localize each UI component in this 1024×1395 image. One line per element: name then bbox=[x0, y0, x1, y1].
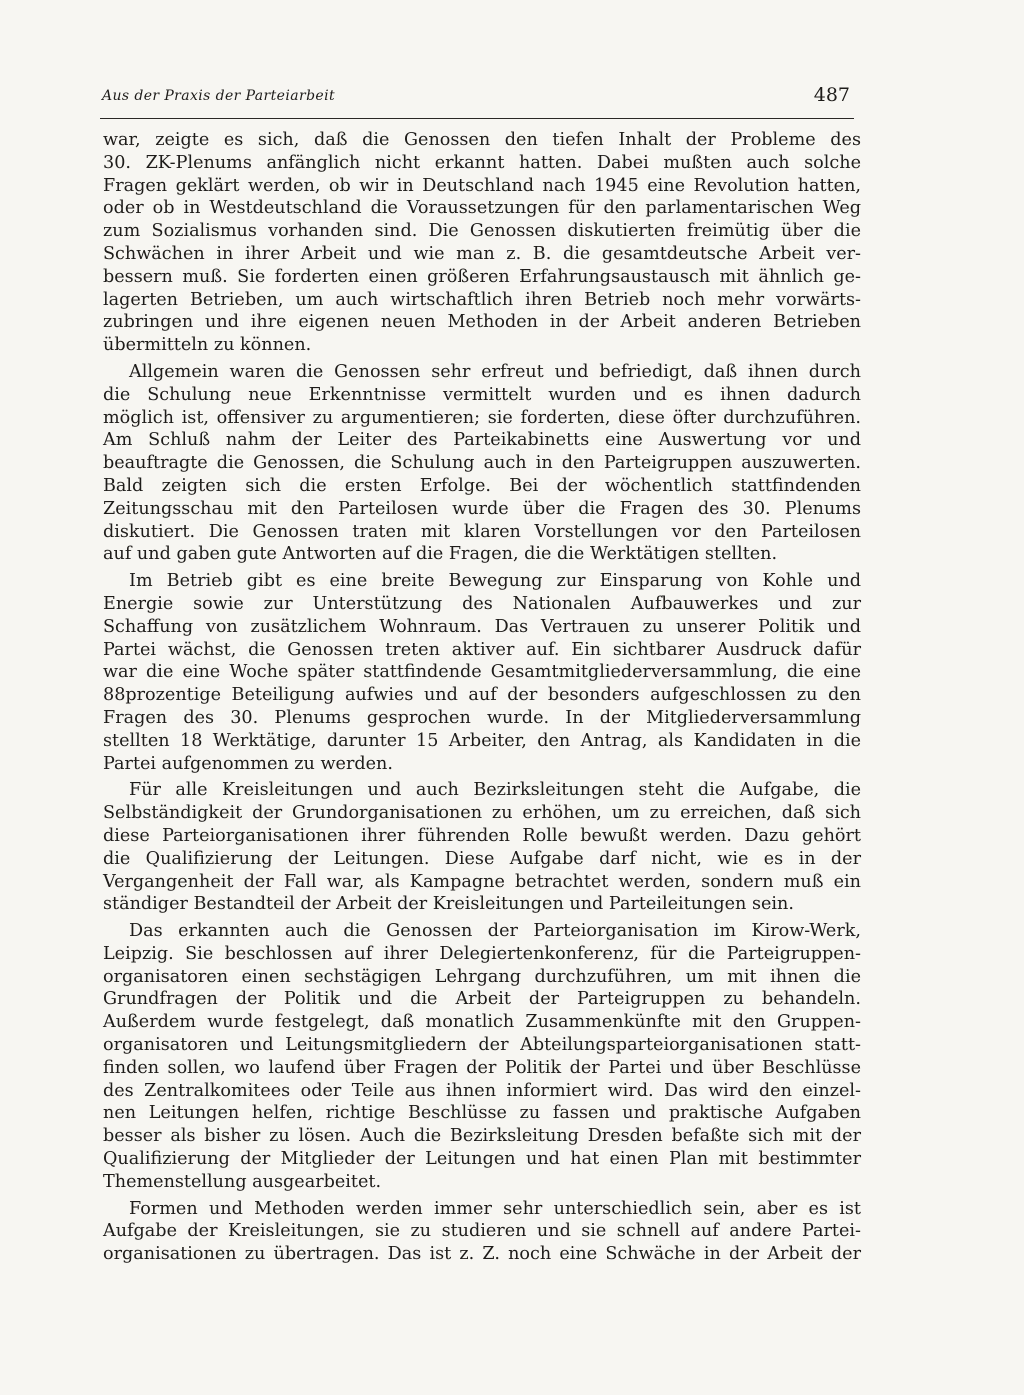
body-text bbox=[103, 129, 861, 1270]
text-line: Fragen des 30. Plenums gesprochen wurde. In der Mitgliederversammlung bbox=[103, 707, 861, 728]
text-line: übermitteln zu können. bbox=[103, 335, 312, 356]
text-line: beauftragte die Genossen, die Schulung auch in den Parteigruppen auszuwerten. bbox=[103, 453, 861, 474]
header-rule bbox=[100, 118, 854, 119]
text-line: Selbständigkeit der Grundorganisationen zu erhöhen, um zu erreichen, daß sich bbox=[103, 803, 861, 824]
text-line: finden sollen, wo laufend über Fragen der Politik der Partei und über Beschlüsse bbox=[103, 1057, 861, 1078]
text-line: Leipzig. Sie beschlossen auf ihrer Delegiertenkonferenz, für die Parteigruppen- bbox=[103, 943, 861, 964]
text-line: Außerdem wurde festgelegt, daß monatlich Zusammenkünfte mit den Gruppen- bbox=[103, 1012, 861, 1033]
text-line: Themenstellung ausgearbeitet. bbox=[103, 1171, 382, 1192]
text-line: zubringen und ihre eigenen neuen Methoden in der Arbeit anderen Betrieben bbox=[103, 312, 861, 333]
text-line: Bald zeigten sich die ersten Erfolge. Bei der wöchentlich stattfindenden bbox=[103, 475, 861, 496]
text-line: Fragen geklärt werden, ob wir in Deutschland nach 1945 eine Revolution hatten, bbox=[103, 175, 861, 196]
text-line: Aufgabe der Kreisleitungen, sie zu studieren und sie schnell auf andere Partei- bbox=[103, 1221, 861, 1242]
text-line: oder ob in Westdeutschland die Voraussetzungen für den parlamentarischen Weg bbox=[103, 198, 861, 219]
paragraph bbox=[103, 361, 861, 566]
text-line: war, zeigte es sich, daß die Genossen den tiefen Inhalt der Probleme des bbox=[103, 130, 861, 150]
text-line: organisatoren einen sechstägigen Lehrgang durchzuführen, um mit ihnen die bbox=[103, 966, 861, 987]
text-line: Vergangenheit der Fall war, als Kampagne betrachtet werden, sondern muß ein bbox=[103, 871, 861, 892]
text-line: Qualifizierung der Mitglieder der Leitungen und hat einen Plan mit bestimmter bbox=[103, 1149, 861, 1170]
text-line: Im Betrieb gibt es eine breite Bewegung zur Einsparung von Kohle und bbox=[129, 571, 861, 592]
text-line: Grundfragen der Politik und die Arbeit der Parteigruppen zu behandeln. bbox=[103, 989, 861, 1010]
paragraph bbox=[103, 570, 861, 775]
text-line: war die eine Woche später stattfindende Gesamtmitgliederversammlung, die eine bbox=[103, 662, 861, 683]
paragraph bbox=[103, 920, 861, 1194]
text-line: Formen und Methoden werden immer sehr unterschiedlich sein, aber es ist bbox=[129, 1198, 861, 1219]
text-line: möglich ist, offensiver zu argumentieren; sie forderten, diese öfter durchzuführen. bbox=[103, 407, 861, 428]
page-header bbox=[102, 84, 854, 112]
text-line: die Qualifizierung der Leitungen. Diese Aufgabe darf nicht, wie es in der bbox=[103, 848, 861, 869]
text-line: 30. ZK-Plenums anfänglich nicht erkannt hatten. Dabei mußten auch solche bbox=[103, 152, 861, 173]
text-line: diskutiert. Die Genossen traten mit klaren Vorstellungen vor den Parteilosen bbox=[103, 521, 861, 542]
paragraph bbox=[103, 1198, 861, 1266]
text-line: Allgemein waren die Genossen sehr erfreut und befriedigt, daß ihnen durch bbox=[129, 361, 861, 382]
text-line: Partei aufgenommen zu werden. bbox=[103, 753, 393, 774]
text-line: 88prozentige Beteiligung aufwies und auf der besonders aufgeschlossen zu den bbox=[103, 685, 861, 706]
text-line: lagerten Betrieben, um auch wirtschaftlich ihren Betrieb noch mehr vorwärts- bbox=[103, 289, 861, 310]
text-line: Für alle Kreisleitungen und auch Bezirksleitungen steht die Aufgabe, die bbox=[129, 780, 861, 801]
page-number: 487 bbox=[813, 84, 850, 106]
text-line: Energie sowie zur Unterstützung des Nationalen Aufbauwerkes und zur bbox=[103, 593, 861, 614]
running-title: Aus der Praxis der Parteiarbeit bbox=[102, 88, 336, 104]
text-line: Partei wächst, die Genossen treten aktiver auf. Ein sichtbarer Ausdruck dafür bbox=[103, 639, 861, 660]
text-line: auf und gaben gute Antworten auf die Fragen, die die Werktätigen stellten. bbox=[103, 544, 778, 565]
text-line: nen Leitungen helfen, richtige Beschlüsse zu fassen und praktische Aufgaben bbox=[103, 1103, 861, 1124]
paragraph bbox=[103, 129, 861, 357]
text-line: des Zentralkomitees oder Teile aus ihnen informiert wird. Das wird den einzel- bbox=[103, 1080, 861, 1101]
text-line: organisatoren und Leitungsmitgliedern der Abteilungsparteiorganisationen statt- bbox=[103, 1035, 861, 1056]
text-line: Schaffung von zusätzlichem Wohnraum. Das Vertrauen zu unserer Politik und bbox=[103, 616, 861, 637]
text-line: besser als bisher zu lösen. Auch die Bezirksleitung Dresden befaßte sich mit der bbox=[103, 1126, 861, 1147]
text-line: Schwächen in ihrer Arbeit und wie man z. B. die gesamtdeutsche Arbeit ver- bbox=[103, 243, 861, 264]
text-line: Zeitungsschau mit den Parteilosen wurde über die Fragen des 30. Plenums bbox=[103, 498, 861, 519]
text-line: ständiger Bestandteil der Arbeit der Kreisleitungen und Parteileitungen sein. bbox=[103, 894, 794, 915]
text-line: bessern muß. Sie forderten einen größeren Erfahrungsaustausch mit ähnlich ge- bbox=[103, 266, 861, 287]
text-line: die Schulung neue Erkenntnisse vermittelt wurden und es ihnen dadurch bbox=[103, 384, 861, 405]
paragraph bbox=[103, 779, 861, 916]
text-line: diese Parteiorganisationen ihrer führenden Rolle bewußt werden. Dazu gehört bbox=[103, 825, 861, 846]
text-line: Am Schluß nahm der Leiter des Parteikabinetts eine Auswertung vor und bbox=[103, 430, 861, 451]
text-line: organisationen zu übertragen. Das ist z. Z. noch eine Schwäche in der Arbeit der bbox=[103, 1244, 861, 1265]
text-line: zum Sozialismus vorhanden sind. Die Genossen diskutierten freimütig über die bbox=[103, 221, 861, 242]
text-line: stellten 18 Werktätige, darunter 15 Arbeiter, den Antrag, als Kandidaten in die bbox=[103, 730, 861, 751]
text-line: Das erkannten auch die Genossen der Parteiorganisation im Kirow-Werk, bbox=[129, 921, 861, 942]
